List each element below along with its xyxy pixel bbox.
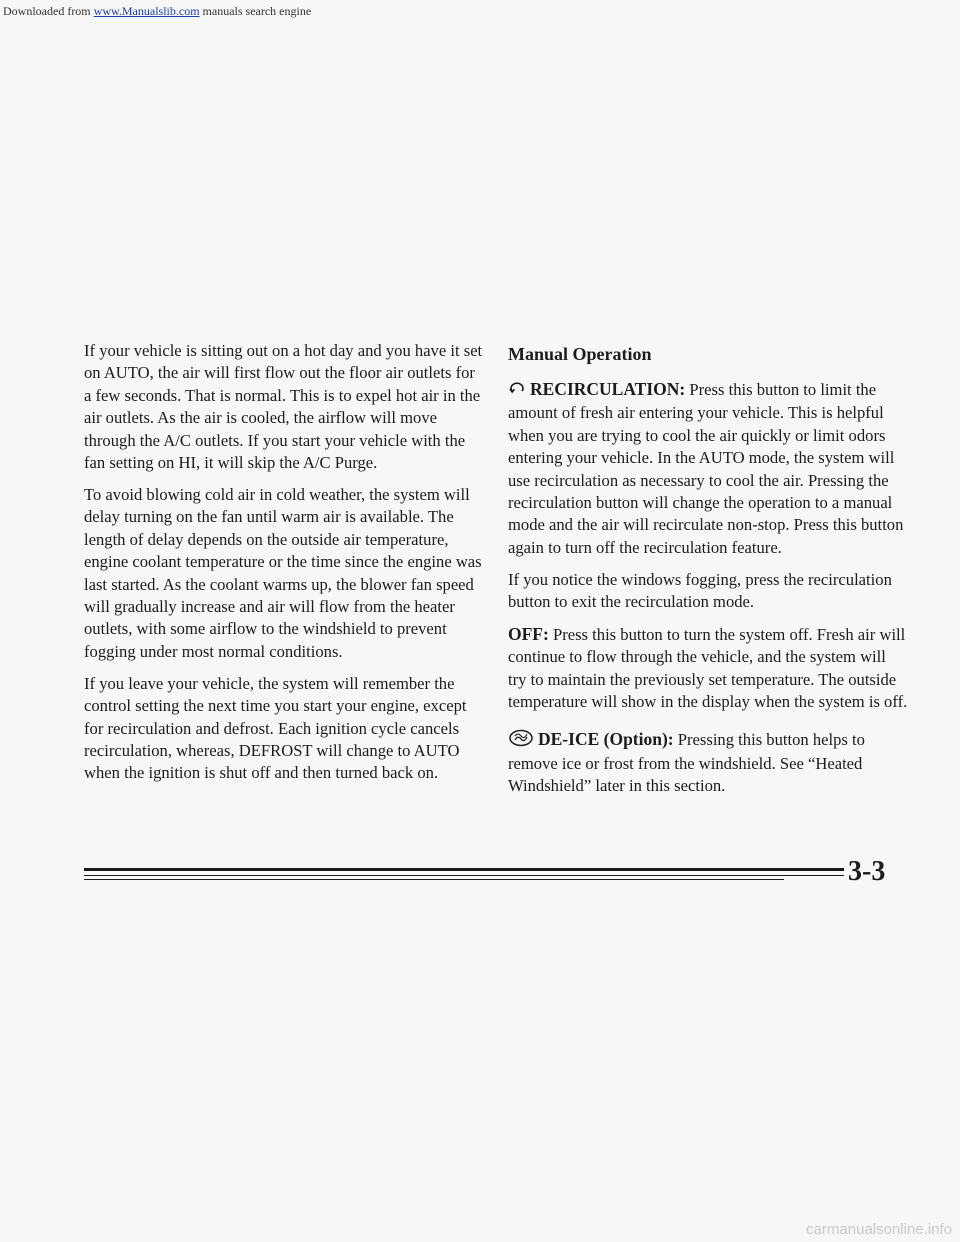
header-suffix: manuals search engine	[199, 4, 312, 18]
rule-thick	[84, 868, 844, 871]
recirculation-paragraph	[508, 378, 908, 559]
fogging-paragraph: If you notice the windows fogging, press the recirculation button to exit the recirculation mode.	[508, 569, 892, 612]
footer-rule	[84, 868, 844, 880]
paragraph-hot-day: If your vehicle is sitting out on a hot day and you have it set on AUTO, the air will first flow out the floor air outlets for a few seconds. That is normal. This is to expel hot air in the air outlets. As the air is cooled, the airflow will move through the A/C outlets. If you start your vehicle with the fan setting on HI, it will skip the A/C Purge.	[84, 341, 483, 473]
off-paragraph	[508, 623, 908, 714]
right-column	[508, 340, 908, 807]
deice-term: DE-ICE (Option):	[538, 728, 674, 749]
page-number: 3-3	[848, 856, 886, 887]
manual-operation-heading: Manual Operation	[508, 344, 652, 364]
rule-thin	[84, 875, 844, 876]
off-term: OFF:	[508, 624, 549, 645]
footer-watermark: carmanualsonline.info	[806, 1221, 952, 1238]
manualslib-link[interactable]: www.Manualslib.com	[93, 4, 200, 18]
off-text: Press this button to turn the system off. Fresh air will continue to flow through the vehicle, and the system will try to maintain the previously set temperature. The outside temperature will show in the display when the system is off.	[508, 625, 908, 712]
recirculation-term: RECIRCULATION:	[530, 379, 686, 399]
left-column	[84, 340, 486, 794]
deice-paragraph	[508, 728, 908, 798]
recirculation-text: Press this button to limit the amount of fresh air entering your vehicle. This is helpful when you are trying to cool the air quickly or limit odors entering your vehicle. In the AUTO mode, the system will use recirculation as necessary to cool the air. Pressing the recirculation button will change the operation to a manual mode and the air will recirculate non-stop. Press this button again to turn off the recirculation feature.	[508, 380, 904, 557]
header-prefix: Downloaded from	[3, 4, 94, 18]
paragraph-leave-vehicle: If you leave your vehicle, the system will remember the control setting the next time you start your engine, except for recirculation and defrost. Each ignition cycle cancels recirculation, whereas, DEFROST will change to AUTO when the ignition is shut off and then turned back on.	[84, 673, 467, 783]
de-ice-icon	[508, 729, 534, 753]
deice-text: Pressing this button helps to remove ice or frost from the windshield. See “Heated Windshield” later in this section.	[508, 729, 865, 796]
recirculation-icon	[508, 380, 526, 402]
download-header	[3, 4, 311, 19]
rule-thin-short	[84, 879, 784, 880]
paragraph-cold-weather: To avoid blowing cold air in cold weather, the system will delay turning on the fan until warm air is available. The length of delay depends on the outside air temperature, engine coolant temperature or the time since the engine was last started. As the coolant warms up, the blower fan speed will gradually increase and air will flow from the heater outlets, with some airflow to the windshield to prevent fogging under most normal conditions.	[84, 484, 482, 661]
